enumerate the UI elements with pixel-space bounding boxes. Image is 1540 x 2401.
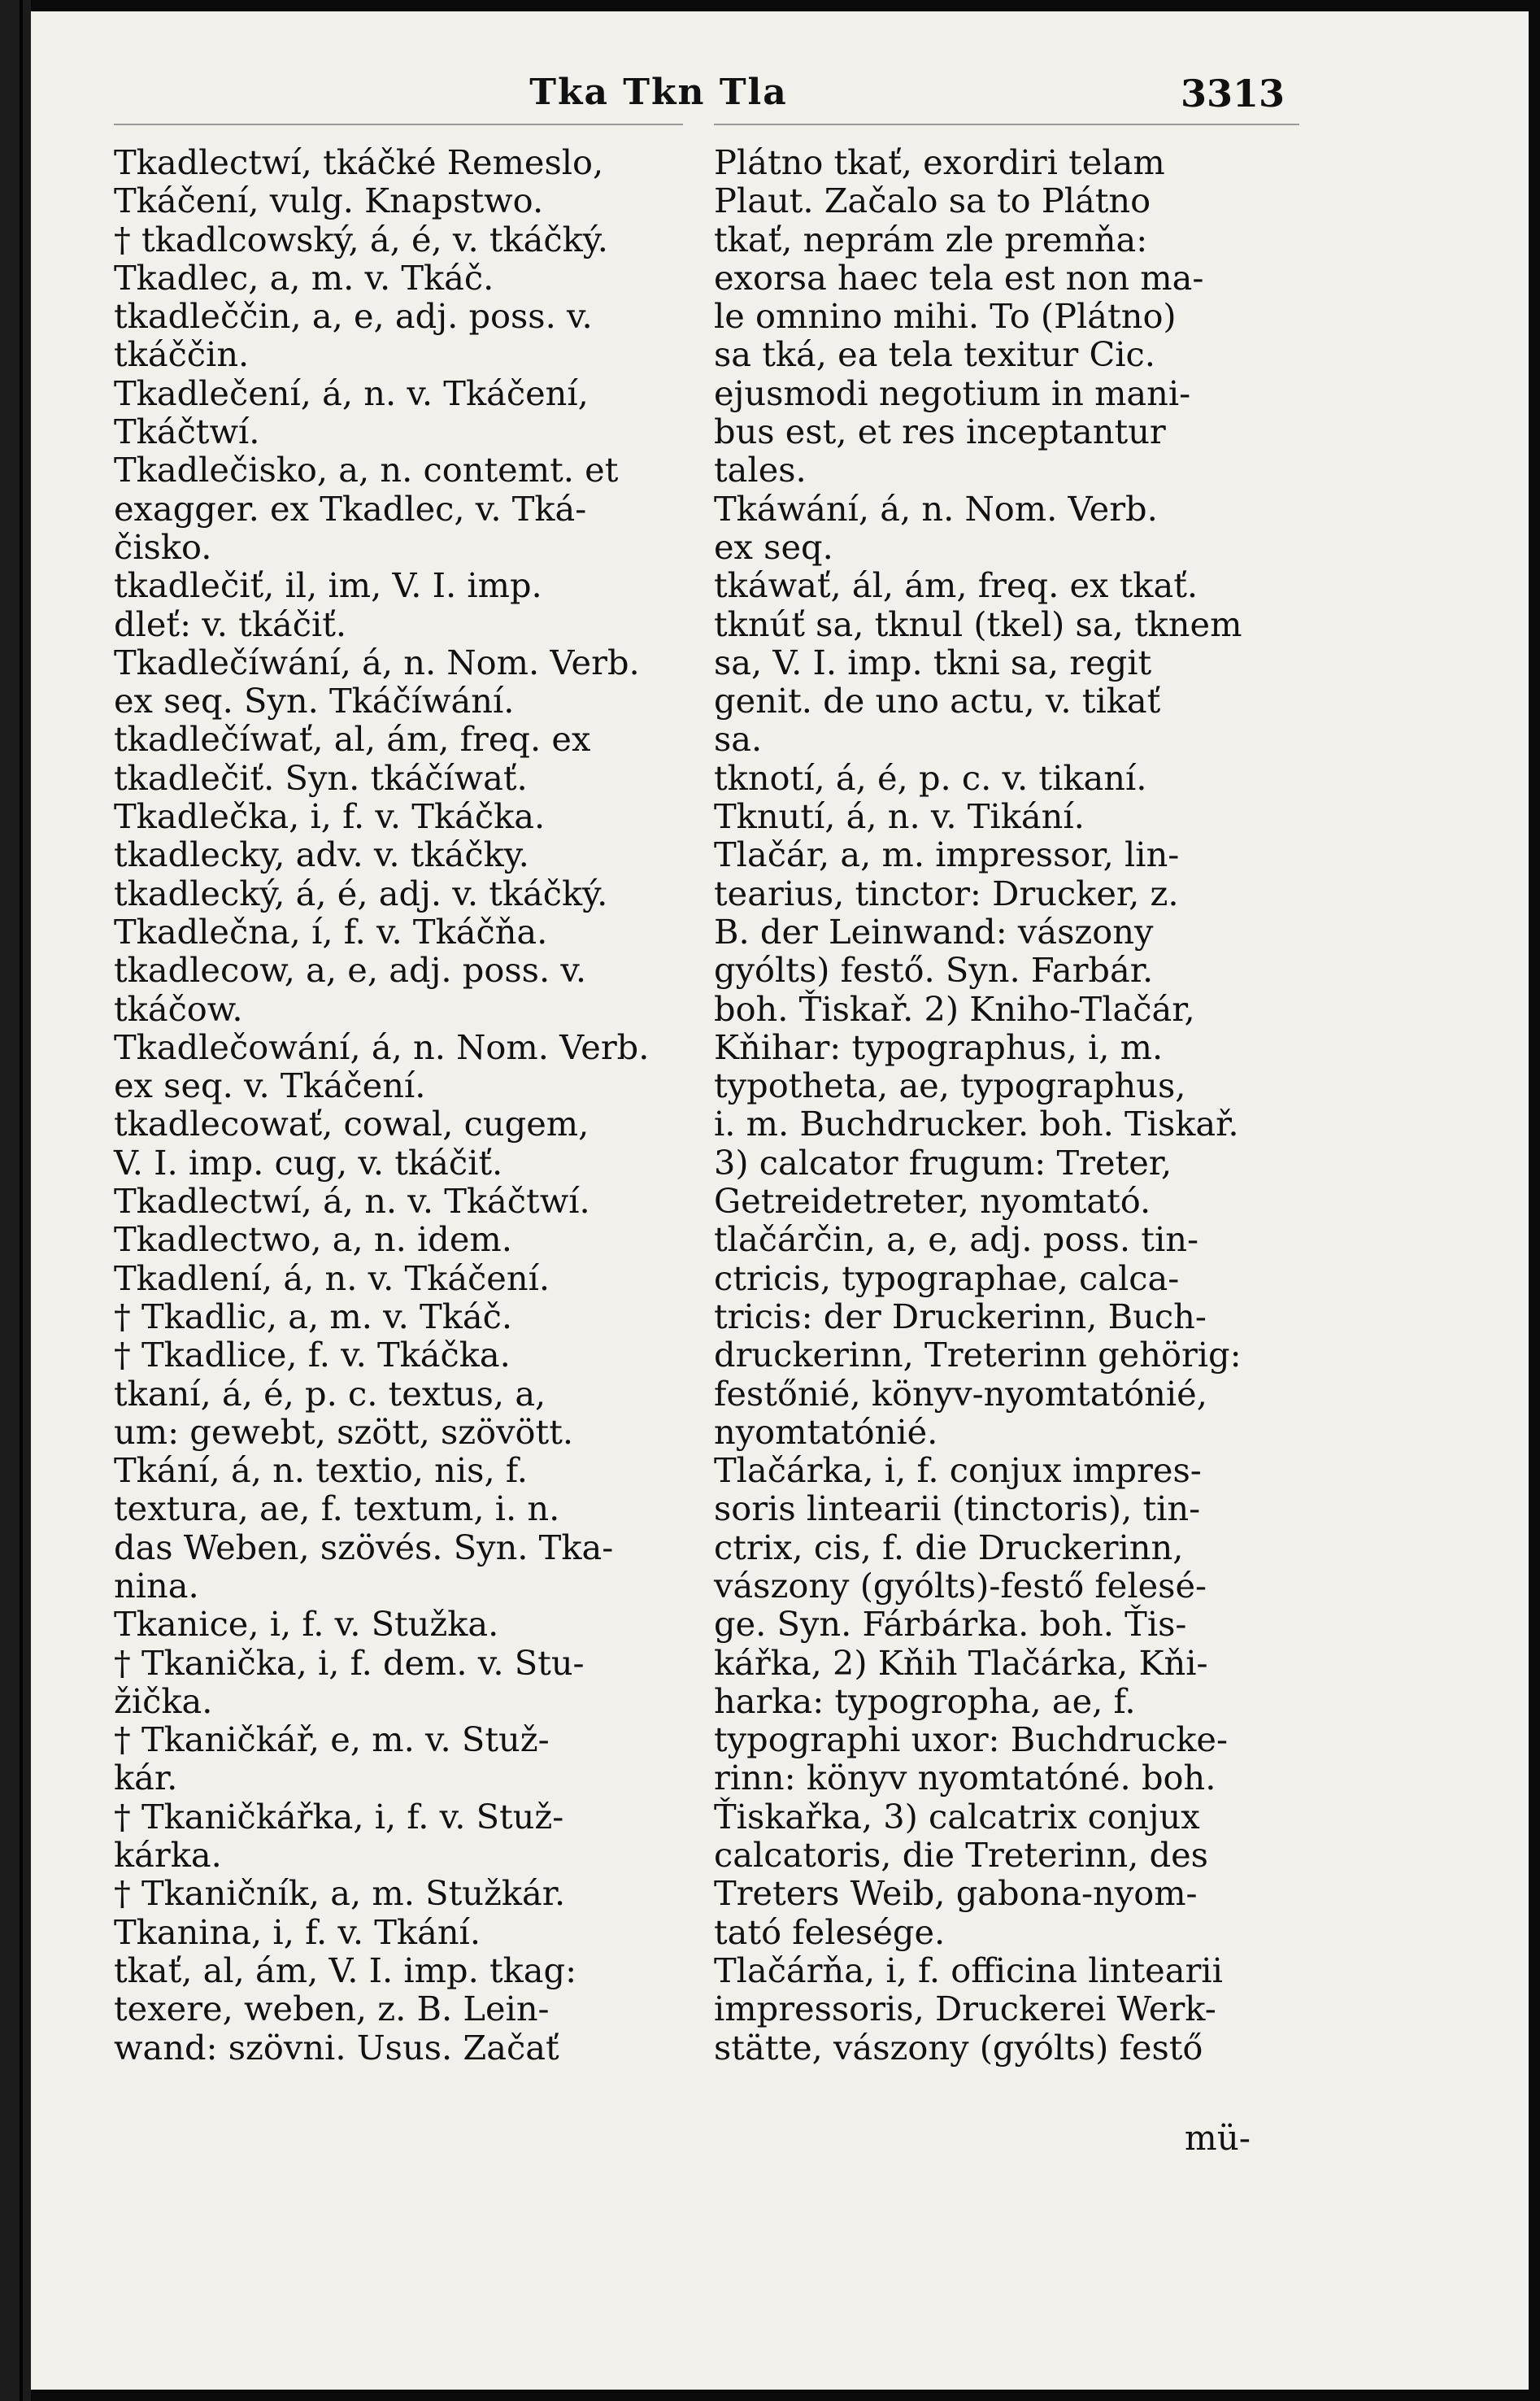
entry-line: ex seq. Syn. Tkáčíwání. bbox=[114, 681, 515, 721]
entry-line: gyólts) festő. Syn. Farbár. bbox=[714, 950, 1154, 991]
entry-line: Tkadlečowání, á, n. Nom. Verb. bbox=[114, 1026, 650, 1067]
entry-line: tkadlecow, a, e, adj. poss. v. bbox=[114, 950, 587, 991]
entry-line: sa. bbox=[714, 719, 763, 760]
entry-line: † Tkadlic, a, m. v. Tkáč. bbox=[114, 1296, 513, 1336]
entry-line: † Tkadlice, f. v. Tkáčka. bbox=[114, 1335, 511, 1375]
page-number: 3313 bbox=[1180, 72, 1285, 115]
entry-line: druckerinn, Treterinn gehörig: bbox=[714, 1335, 1242, 1375]
entry-line: V. I. imp. cug, v. tkáčiť. bbox=[114, 1142, 503, 1183]
entry-line: 3) calcator frugum: Treter, bbox=[714, 1142, 1172, 1183]
entry-line: tkadlečiť. Syn. tkáčíwať. bbox=[114, 757, 528, 798]
entry-line: tkáččin. bbox=[114, 334, 250, 375]
entry-line: ejusmodi negotium in mani- bbox=[714, 373, 1191, 413]
entry-line: Tkání, á, n. textio, nis, f. bbox=[114, 1450, 528, 1491]
entry-line: Tlačárka, i, f. conjux impres- bbox=[714, 1450, 1202, 1491]
entry-line: tkáwať, ál, ám, freq. ex tkať. bbox=[714, 565, 1199, 606]
entry-line: genit. de uno actu, v. tikať bbox=[714, 681, 1161, 721]
entry-line: Tkadlení, á, n. v. Tkáčení. bbox=[114, 1257, 550, 1298]
entry-line: Ťiskařka, 3) calcatrix conjux bbox=[714, 1796, 1200, 1837]
entry-line: tkať, al, ám, V. I. imp. tkag: bbox=[114, 1950, 577, 1990]
entry-line: typotheta, ae, typographus, bbox=[714, 1065, 1186, 1106]
entry-line: † Tkanička, i, f. dem. v. Stu- bbox=[114, 1642, 585, 1683]
entry-line: B. der Leinwand: vászony bbox=[714, 911, 1154, 952]
entry-line: Treters Weib, gabona-nyom- bbox=[714, 1873, 1198, 1914]
entry-line: † Tkaničník, a, m. Stužkár. bbox=[114, 1873, 566, 1914]
entry-line: sa tká, ea tela texitur Cic. bbox=[714, 334, 1155, 375]
entry-line: Tkanice, i, f. v. Stužka. bbox=[114, 1604, 499, 1645]
entry-line: Tkáčení, vulg. Knapstwo. bbox=[114, 181, 544, 221]
entry-line: dleť: v. tkáčiť. bbox=[114, 604, 347, 644]
entry-line: um: gewebt, szött, szövött. bbox=[114, 1411, 574, 1452]
entry-line: Tlačár, a, m. impressor, lin- bbox=[714, 834, 1180, 875]
entry-line: ex seq. bbox=[714, 526, 833, 567]
entry-line: Tkanina, i, f. v. Tkání. bbox=[114, 1911, 481, 1952]
entry-line: tearius, tinctor: Drucker, z. bbox=[714, 873, 1179, 913]
entry-line: wand: szövni. Usus. Začať bbox=[114, 2027, 559, 2068]
entry-line: tricis: der Druckerinn, Buch- bbox=[714, 1296, 1207, 1336]
entry-line: ctrix, cis, f. die Druckerinn, bbox=[714, 1527, 1184, 1567]
entry-line: Tkáwání, á, n. Nom. Verb. bbox=[714, 488, 1158, 529]
entry-line: tkadlecowať, cowal, cugem, bbox=[114, 1104, 589, 1144]
entry-line: boh. Ťiskař. 2) Kniho-Tlačár, bbox=[714, 988, 1195, 1029]
entry-line: tkadlecky, adv. v. tkáčky. bbox=[114, 834, 529, 875]
entry-line: Getreidetreter, nyomtató. bbox=[714, 1181, 1151, 1222]
entry-line: das Weben, szövés. Syn. Tka- bbox=[114, 1527, 614, 1567]
entry-line: Tkadlec, a, m. v. Tkáč. bbox=[114, 257, 494, 298]
entry-line: Tkadlečka, i, f. v. Tkáčka. bbox=[114, 796, 546, 837]
running-head: Tka Tkn Tla bbox=[529, 72, 788, 113]
entry-line: vászony (gyólts)-festő felesé- bbox=[714, 1565, 1207, 1606]
entry-line: typographi uxor: Buchdrucke- bbox=[714, 1719, 1229, 1760]
entry-line: Tkadlectwí, á, n. v. Tkáčtwí. bbox=[114, 1181, 590, 1222]
entry-line: tkadlečíwať, al, ám, freq. ex bbox=[114, 719, 591, 760]
entry-line: žička. bbox=[114, 1680, 213, 1721]
entry-line: čisko. bbox=[114, 526, 212, 567]
entry-line: † Tkaničkář, e, m. v. Stuž- bbox=[114, 1719, 550, 1760]
entry-line: nina. bbox=[114, 1565, 199, 1606]
entry-line: nyomtatónié. bbox=[714, 1411, 938, 1452]
header-rule-right bbox=[714, 124, 1299, 125]
book-gutter bbox=[0, 0, 31, 2401]
right-column bbox=[714, 143, 1299, 2067]
entry-line: tkadlecký, á, é, adj. v. tkáčký. bbox=[114, 873, 608, 913]
entry-line: Tlačárňa, i, f. officina lintearii bbox=[714, 1950, 1223, 1990]
catchword: mü- bbox=[1184, 2118, 1251, 2158]
entry-line: Tkadlečisko, a, n. contemt. et bbox=[114, 450, 619, 490]
entry-line: tkadlečiť, il, im, V. I. imp. bbox=[114, 565, 542, 606]
entry-line: tlačárčin, a, e, adj. poss. tin- bbox=[714, 1219, 1199, 1260]
entry-line: i. m. Buchdrucker. boh. Tiskař. bbox=[714, 1104, 1239, 1144]
entry-line: festőnié, könyv-nyomtatónié, bbox=[714, 1373, 1207, 1414]
entry-line: ge. Syn. Fárbárka. boh. Ťis- bbox=[714, 1604, 1187, 1645]
entry-line: kářka, 2) Kňih Tlačárka, Kňi- bbox=[714, 1642, 1208, 1683]
entry-line: Kňihar: typographus, i, m. bbox=[714, 1026, 1164, 1067]
entry-line: Plaut. Začalo sa to Plátno bbox=[714, 181, 1151, 221]
entry-line: tknúť sa, tknul (tkel) sa, tknem bbox=[714, 604, 1242, 644]
entry-line: † Tkaničkářka, i, f. v. Stuž- bbox=[114, 1796, 564, 1837]
entry-line: rinn: könyv nyomtatóné. boh. bbox=[714, 1758, 1216, 1798]
entry-line: harka: typogropha, ae, f. bbox=[714, 1680, 1136, 1721]
entry-line: tkáčow. bbox=[114, 988, 243, 1029]
entry-line: Tkadlečna, í, f. v. Tkáčňa. bbox=[114, 911, 548, 952]
entry-line: kár. bbox=[114, 1758, 178, 1798]
entry-line: le omnino mihi. To (Plátno) bbox=[714, 296, 1177, 337]
entry-line: exagger. ex Tkadlec, v. Tká- bbox=[114, 488, 587, 529]
entry-line: Tkadlectwo, a, n. idem. bbox=[114, 1219, 512, 1260]
entry-line: Tkáčtwí. bbox=[114, 412, 260, 452]
entry-line: tató felesége. bbox=[714, 1911, 946, 1952]
gutter-shadow bbox=[20, 0, 23, 2401]
entry-line: tkadleččin, a, e, adj. poss. v. bbox=[114, 296, 593, 337]
entry-line: texere, weben, z. B. Lein- bbox=[114, 1989, 550, 2029]
entry-line: kárka. bbox=[114, 1835, 222, 1876]
entry-line: soris lintearii (tinctoris), tin- bbox=[714, 1488, 1201, 1529]
entry-line: Plátno tkať, exordiri telam bbox=[714, 142, 1165, 182]
entry-line: tknotí, á, é, p. c. v. tikaní. bbox=[714, 757, 1147, 798]
entry-line: Tkadlectwí, tkáčké Remeslo, bbox=[114, 142, 604, 182]
entry-line: tkaní, á, é, p. c. textus, a, bbox=[114, 1373, 546, 1414]
entry-line: exorsa haec tela est non ma- bbox=[714, 257, 1204, 298]
entry-line: tkať, neprám zle premňa: bbox=[714, 219, 1148, 259]
entry-line: textura, ae, f. textum, i. n. bbox=[114, 1488, 560, 1529]
entry-line: tales. bbox=[714, 450, 807, 490]
entry-line: ex seq. v. Tkáčení. bbox=[114, 1065, 426, 1106]
entry-line: ctricis, typographae, calca- bbox=[714, 1257, 1180, 1298]
entry-line: calcatoris, die Treterinn, des bbox=[714, 1835, 1208, 1876]
entry-line: Tkadlečení, á, n. v. Tkáčení, bbox=[114, 373, 589, 413]
entry-line: bus est, et res inceptantur bbox=[714, 412, 1166, 452]
header-rule-left bbox=[114, 124, 683, 125]
entry-line: stätte, vászony (gyólts) festő bbox=[714, 2027, 1203, 2068]
entry-line: sa, V. I. imp. tkni sa, regit bbox=[714, 642, 1152, 682]
entry-line: Tkadlečíwání, á, n. Nom. Verb. bbox=[114, 642, 640, 682]
entry-line: Tknutí, á, n. v. Tikání. bbox=[714, 796, 1085, 837]
entry-line: impressoris, Druckerei Werk- bbox=[714, 1989, 1216, 2029]
left-column bbox=[114, 143, 683, 2067]
entry-line: † tkadlcowský, á, é, v. tkáčký. bbox=[114, 219, 608, 259]
